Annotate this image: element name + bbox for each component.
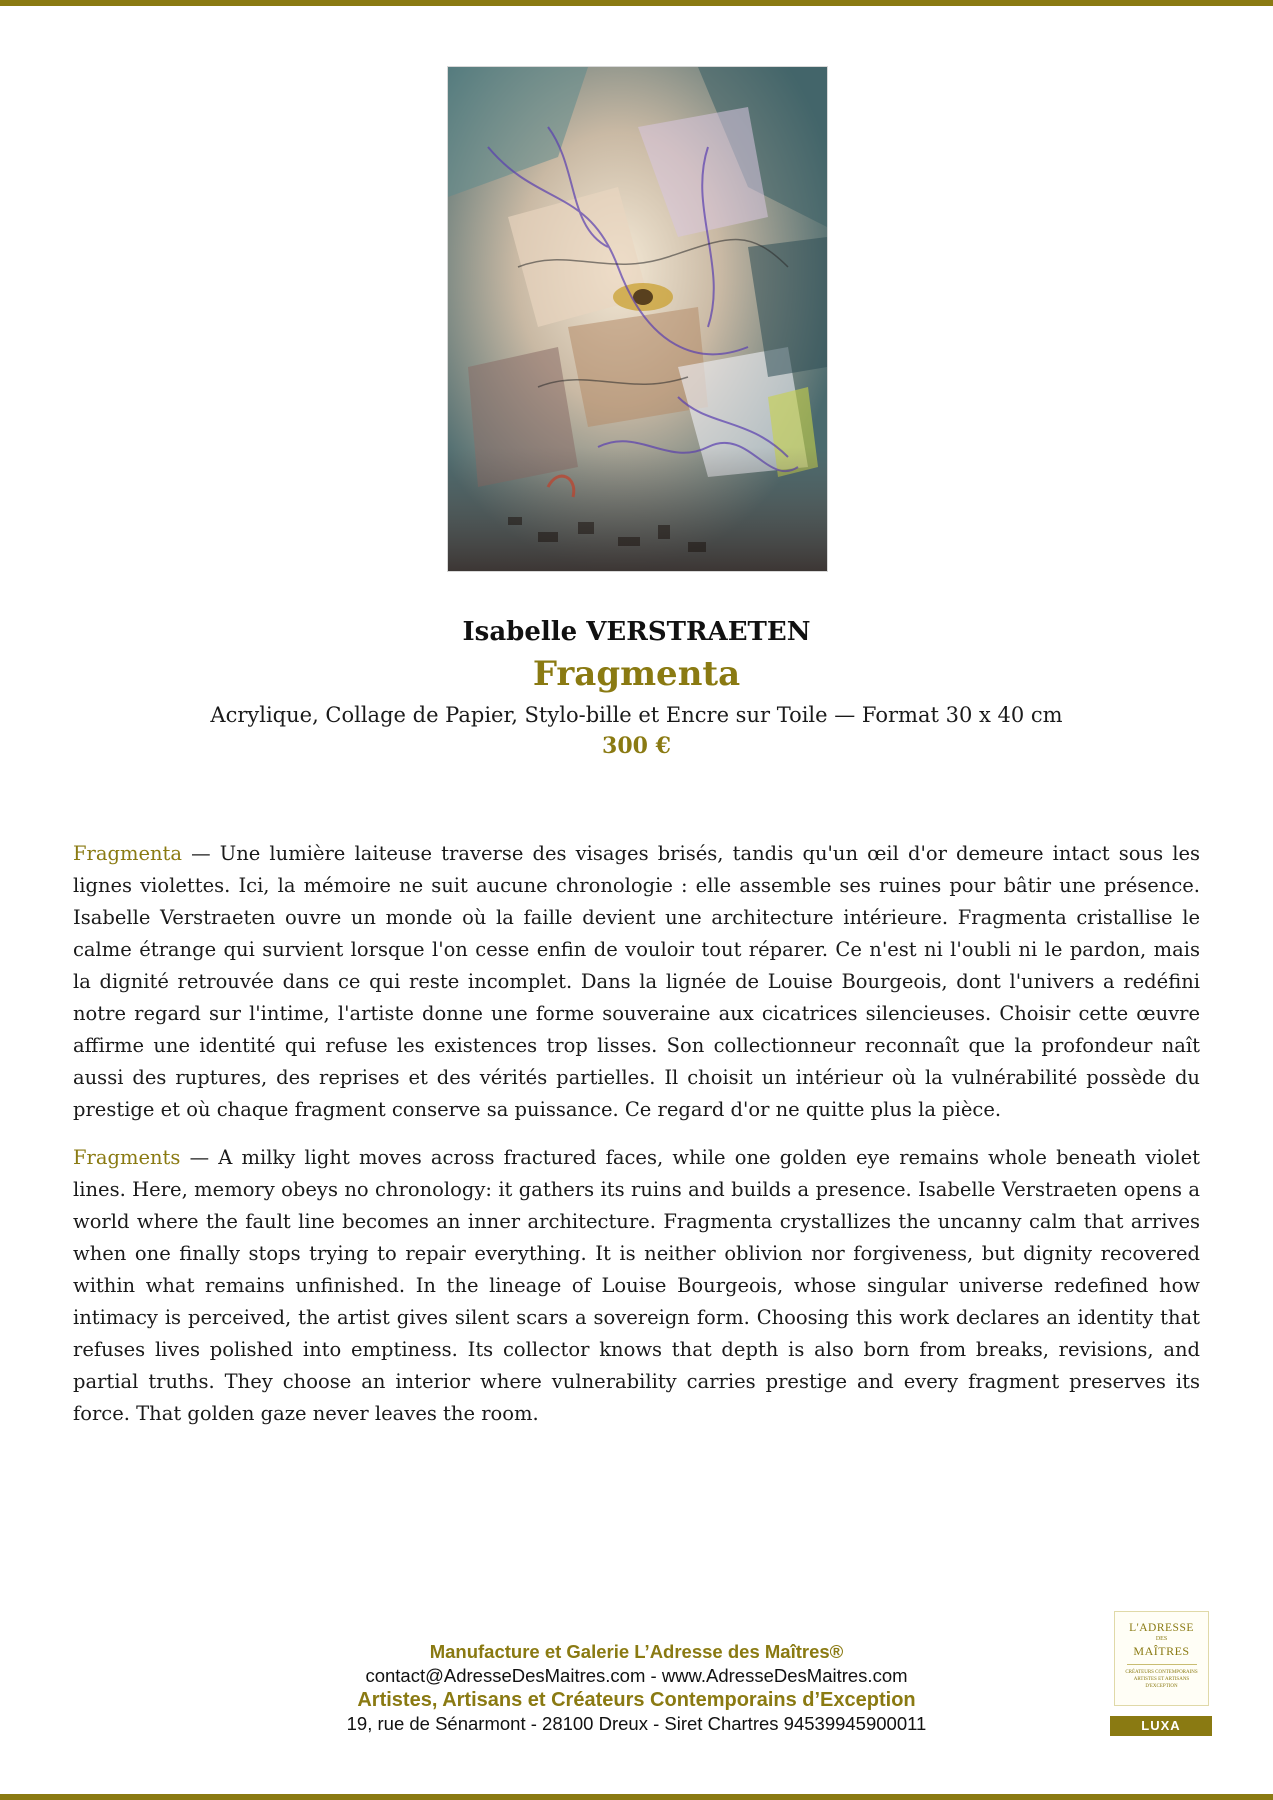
description-en-lead: Fragments: [73, 1146, 181, 1169]
artwork-image: [447, 66, 828, 572]
bottom-border: [0, 1794, 1273, 1800]
description-fr-lead: Fragmenta: [73, 842, 183, 865]
footer-contact: contact@AdresseDesMaitres.com - www.AdresseDesMaitres.com: [365, 1665, 908, 1686]
description-fr-text: — Une lumière laiteuse traverse des visages brisés, tandis qu'un œil d'or demeure intact sous les lignes violettes. Ici, la mémoire ne suit aucune chronologie : elle assemble ses ruines pour bâtir une présence. Isabelle Verstraeten ouvre un monde où la faille devient une architecture intérieure. Fragmenta cristallise le calme étrange qui survient lorsque l'on cesse enfin de vouloir tout réparer. Ce n'est ni l'oubli ni le pardon, mais la dignité retrouvée dans ce qui reste incomplet. Dans la lignée de Louise Bourgeois, dont l'univers a redéfini notre regard sur l'intime, l'artiste donne une forme souveraine aux cicatrices silencieuses. Choisir cette œuvre affirme une identité qui refuse les existences trop lisses. Son collectionneur reconnaît que la profondeur naît aussi des ruptures, des reprises et des vérités partielles. Il choisit un intérieur où la vulnérabilité possède du prestige et où chaque fragment conserve sa puissance. Ce regard d'or ne quitte plus la pièce.: [73, 842, 1200, 1121]
top-border: [0, 0, 1273, 6]
logo-tagline: CRÉATEURS CONTEMPORAINS ARTISTES ET ARTISANS D'EXCEPTION: [1125, 1670, 1198, 1689]
artist-name: Isabelle VERSTRAETEN: [462, 617, 811, 647]
luxa-badge: LUXA: [1110, 1716, 1212, 1736]
footer-gallery-name: Manufacture et Galerie L’Adresse des Maîtres®: [429, 1641, 844, 1662]
artwork-title: Fragmenta: [532, 654, 741, 694]
footer-tagline: Artistes, Artisans et Créateurs Contemporains d’Exception: [357, 1689, 916, 1711]
footer-address: 19, rue de Sénarmont - 28100 Dreux - Siret Chartres 94539945900011: [346, 1713, 927, 1734]
logo-divider: [1127, 1664, 1197, 1665]
logo-line-2: DES: [1155, 1636, 1168, 1642]
description: [73, 838, 1200, 1446]
logo-line-3: MAÎTRES: [1133, 1644, 1190, 1658]
footer: [0, 1640, 1273, 1736]
artwork-medium: Acrylique, Collage de Papier, Stylo-bille et Encre sur Toile — Format 30 x 40 cm: [210, 703, 1063, 727]
description-en-text: — A milky light moves across fractured faces, while one golden eye remains whole beneath violet lines. Here, memory obeys no chronology: it gathers its ruins and builds a presence. Isabelle Verstraeten opens a world where the fault line becomes an inner architecture. Fragmenta crystallizes the uncanny calm that arrives when one finally stops trying to repair everything. It is neither oblivion nor forgiveness, but dignity recovered within what remains unfinished. In the lineage of Louise Bourgeois, whose singular universe redefined how intimacy is perceived, the artist gives silent scars a sovereign form. Choosing this work declares an identity that refuses lives polished into emptiness. Its collector knows that depth is also born from breaks, revisions, and partial truths. They choose an interior where vulnerability carries prestige and every fragment preserves its force. That golden gaze never leaves the room.: [73, 1146, 1200, 1425]
description-fr: [73, 838, 1200, 1126]
description-en: [73, 1142, 1200, 1430]
gallery-logo: [1114, 1611, 1209, 1706]
logo-line-1: L'ADRESSE: [1129, 1622, 1194, 1634]
artwork-header: [0, 612, 1273, 762]
artwork-price: 300 €: [602, 733, 671, 759]
